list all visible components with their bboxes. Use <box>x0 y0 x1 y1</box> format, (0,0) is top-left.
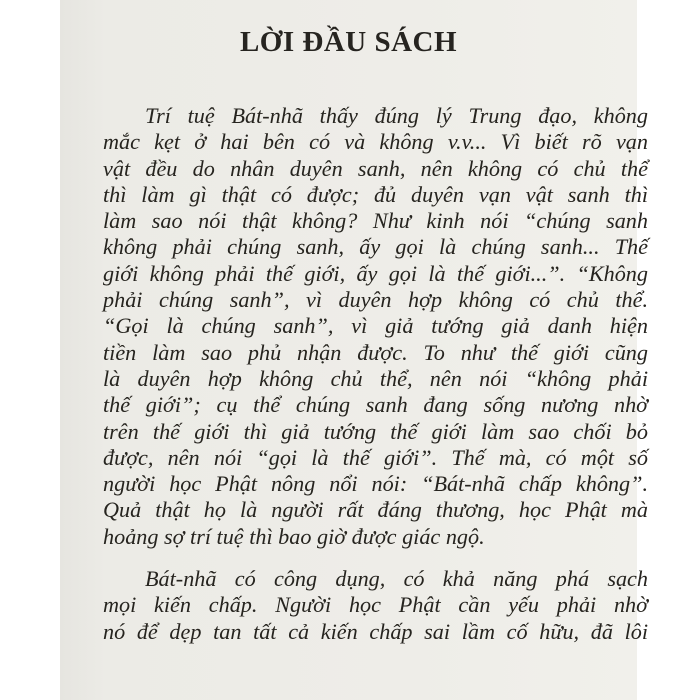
text-line: trên thế giới thì giả tướng thế giới làm sao chối bỏ <box>103 418 648 444</box>
text-line: nó để dẹp tan tất cả kiến chấp sai lầm cố hữu, đã lôi <box>103 618 648 644</box>
paragraph-2 <box>103 566 688 645</box>
text-line: phải chúng sanh”, vì duyên hợp không có chủ thể. <box>103 287 648 313</box>
text-line: “Gọi là chúng sanh”, vì giả tướng giả danh hiện <box>103 313 648 339</box>
text-line: được, nên nói “gọi là thế giới”. Thế mà, có một số <box>103 444 648 470</box>
text-line: thế giới”; cụ thể chúng sanh đang sống nương nhờ <box>103 392 648 418</box>
paragraph-gap <box>103 550 688 566</box>
text-line: không phải chúng sanh, ấy gọi là chúng sanh... Thế <box>103 234 648 260</box>
text-line: làm sao nói thật không? Như kinh nói “chúng sanh <box>103 208 648 234</box>
text-line: hoảng sợ trí tuệ thì bao giờ được giác ngộ. <box>103 523 485 549</box>
paragraph-1 <box>103 103 688 550</box>
text-line: giới không phải thế giới, ấy gọi là thế giới...”. “Không <box>103 260 648 286</box>
page-body <box>103 103 688 645</box>
text-line: mắc kẹt ở hai bên có và không v.v... Vì biết rõ vạn <box>103 129 648 155</box>
text-line: người học Phật nông nổi nói: “Bát-nhã chấp không”. <box>103 471 648 497</box>
text-line: Trí tuệ Bát-nhã thấy đúng lý Trung đạo, không <box>145 103 648 128</box>
page-title: LỜI ĐẦU SÁCH <box>239 26 458 58</box>
text-line: Bát-nhã có công dụng, có khả năng phá sạch <box>145 566 648 592</box>
text-line: mọi kiến chấp. Người học Phật cần yếu phải nhờ <box>103 592 648 618</box>
text-line: tiền làm sao phủ nhận được. To như thế giới cũng <box>103 339 648 365</box>
text-line: thì làm gì thật có được; đủ duyên vạn vật sanh thì <box>103 181 648 207</box>
text-line: Quả thật họ là người rất đáng thương, học Phật mà <box>103 497 648 523</box>
book-page <box>60 0 648 700</box>
text-line: vật đều do nhân duyên sanh, nên không có chủ thể <box>103 155 648 181</box>
text-line: là duyên hợp không chủ thể, nên nói “không phải <box>103 365 648 391</box>
